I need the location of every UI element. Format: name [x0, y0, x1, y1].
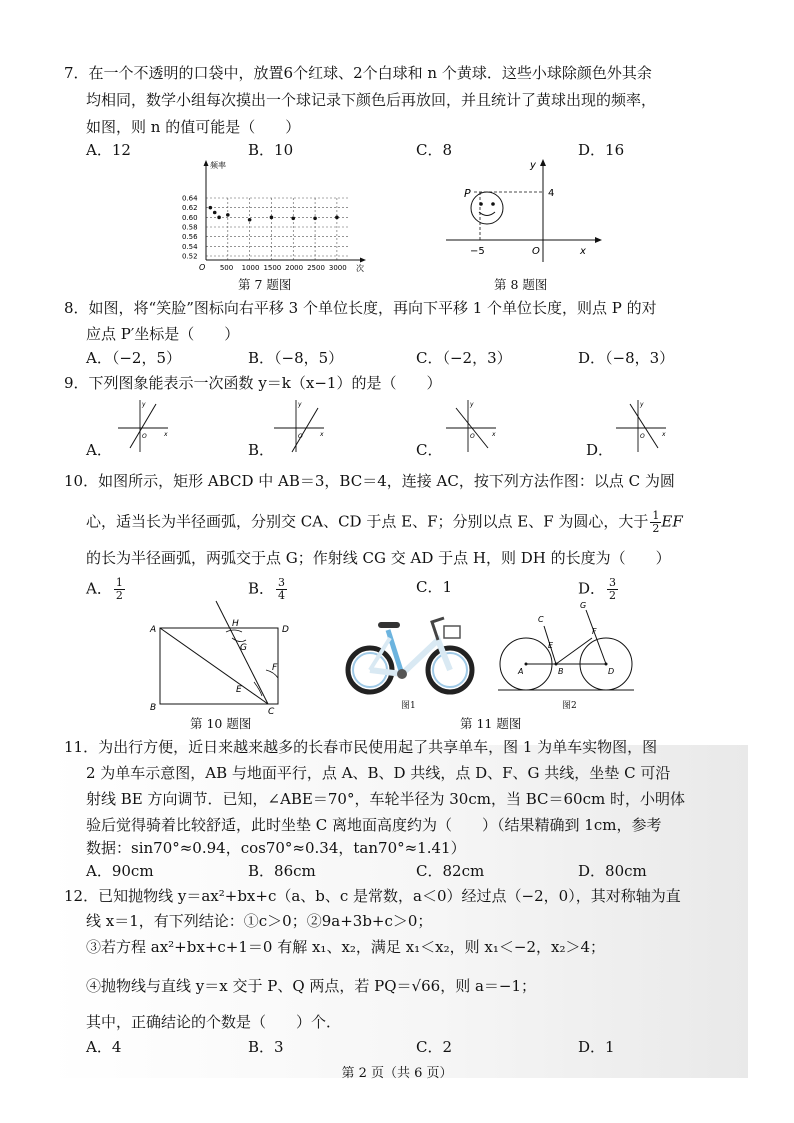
svg-text:y: y — [142, 401, 146, 408]
label-x: x — [580, 246, 586, 257]
q12-option-b: B．3 — [248, 1038, 284, 1056]
fig11-label-1: 图1 — [401, 701, 416, 711]
q10-option-c: C．1 — [416, 578, 453, 596]
svg-text:B: B — [150, 703, 157, 713]
svg-text:y: y — [640, 401, 644, 408]
q11-line4: 验后觉得骑着比较舒适，此时坐垫 C 离地面高度约为（ ）（结果精确到 1cm，参考 — [86, 816, 662, 834]
q9-graph-a — [116, 398, 172, 454]
q8-option-a: A．（−2，5） — [86, 349, 181, 367]
smiley-mouth — [479, 212, 495, 216]
q7-line1: 7．在一个不透明的口袋中，放置6个红球、2个白球和 n 个黄球．这些小球除颜色外其余 — [64, 64, 652, 82]
smiley-coordinate-figure — [440, 156, 610, 268]
q8-line1: 8．如图，将“笑脸”图标向右平移 3 个单位长度，再向下平移 1 个单位长度，则点 P 的对 — [64, 299, 657, 317]
svg-text:A: A — [150, 625, 157, 635]
y-tick-label: 0.56 — [182, 233, 198, 242]
chart-grid — [206, 198, 350, 260]
svg-text:A: A — [518, 667, 524, 676]
chart-xlabel: 次 — [356, 264, 364, 273]
q12-option-d: D．1 — [578, 1038, 615, 1056]
svg-text:O: O — [298, 433, 303, 440]
page-footer: 第 2 页（共 6 页） — [341, 1066, 453, 1081]
svg-text:y: y — [298, 401, 302, 408]
label-p: P — [464, 187, 471, 200]
q7-option-a: A．12 — [86, 141, 131, 159]
svg-text:F: F — [272, 663, 278, 673]
svg-text:E: E — [236, 685, 242, 695]
q11-line1: 11．为出行方便，近日来越来越多的长春市民使用起了共享单车，图 1 为单车实物图，图 — [64, 738, 658, 756]
y-axis-arrow — [540, 159, 546, 166]
frequency-scatter-chart — [180, 158, 370, 274]
svg-text:D: D — [282, 625, 289, 635]
q7-line2: 均相同，数学小组每次摸出一个球记录下颜色后再放回，并且统计了黄球出现的频率， — [86, 91, 657, 109]
x-tick-label: 1000 — [241, 264, 260, 272]
y-tick-label: 0.62 — [182, 204, 198, 213]
smiley-face — [471, 192, 503, 224]
q12-line5: 其中，正确结论的个数是（ ）个． — [86, 1013, 342, 1031]
q12-line3: ③若方程 ax²+bx+c+1＝0 有解 x₁、x₂，满足 x₁＜x₂，则 x₁＜−2，x₂＞4； — [86, 938, 606, 956]
q9-graph-d — [614, 398, 670, 454]
x-tick-label: 500 — [219, 264, 234, 272]
svg-text:O: O — [470, 433, 475, 440]
q10-line3: 的长为半径画弧，两弧交于点 G；作射线 CG 交 AD 于点 H，则 DH 的长度为（ ） — [86, 549, 671, 567]
data-point — [291, 217, 295, 221]
chart-ylabel: 频率 — [210, 161, 226, 170]
q8-option-c: C．（−2，3） — [416, 349, 512, 367]
fig11-caption: 第 11 题图 — [460, 716, 522, 731]
data-point — [213, 211, 217, 215]
data-point — [209, 206, 213, 210]
svg-text:G: G — [240, 643, 247, 653]
q7-option-b: B．10 — [248, 141, 294, 159]
q11-option-d: D．80cm — [578, 862, 647, 880]
svg-text:H: H — [232, 619, 239, 629]
y-tick-label: 0.64 — [182, 194, 198, 203]
q9-option-b: B． — [248, 441, 275, 459]
x-tick-label: 2000 — [285, 264, 304, 272]
svg-text:x: x — [164, 431, 168, 438]
y-tick-label: 0.58 — [182, 223, 198, 232]
x-tick-label: 3000 — [328, 264, 347, 272]
svg-text:E: E — [548, 641, 554, 650]
q11-line3: 射线 BE 方向调节．已知，∠ABE＝70°，车轮半径为 30cm，当 BC＝60cm 时，小明体 — [86, 790, 685, 808]
svg-text:D: D — [608, 667, 615, 676]
q7-option-d: D．16 — [578, 141, 625, 159]
fig10-caption: 第 10 题图 — [190, 716, 252, 731]
q9-option-a: A． — [86, 441, 112, 459]
q12-line2: 线 x＝1，有下列结论：①c＞0；②9a+3b+c＞0； — [86, 912, 433, 930]
svg-text:G: G — [580, 601, 587, 610]
svg-text:C: C — [268, 707, 275, 714]
label-origin: O — [532, 246, 540, 257]
label-4: 4 — [548, 188, 555, 199]
q10-option-a: A． $\frac{1}{2}$ — [86, 576, 123, 602]
data-point — [217, 216, 221, 220]
q11-option-c: C．82cm — [416, 862, 485, 880]
x-axis-arrow — [360, 258, 366, 263]
q9-option-c: C． — [416, 441, 443, 459]
fraction-half: $\frac{1}{2}$ — [652, 509, 660, 535]
q7-line3: 如图，则 n 的值可能是（ ） — [86, 118, 301, 136]
chart-origin: O — [199, 263, 206, 272]
q9-graph-c — [444, 398, 500, 454]
q11-line5: 数据：sin70°≈0.94，cos70°≈0.34，tan70°≈1.41） — [86, 839, 466, 857]
svg-text:O: O — [142, 433, 147, 440]
label-y: y — [530, 160, 536, 171]
q7-option-c: C．8 — [416, 141, 453, 159]
x-axis-arrow — [595, 237, 602, 243]
fig11-label-2: 图2 — [562, 701, 577, 711]
q8-line2: 应点 P′坐标是（ ） — [86, 325, 240, 343]
svg-text:x: x — [492, 431, 496, 438]
y-tick-label: 0.54 — [182, 242, 198, 251]
fig8-caption: 第 8 题图 — [494, 277, 548, 292]
bicycle-photo — [344, 604, 478, 708]
svg-text:F: F — [592, 627, 597, 636]
rectangle-construction-figure — [144, 598, 292, 714]
q11-line2: 2 为单车示意图，AB 与地面平行，点 A、B、D 共线，点 D、F、G 共线，坐垫 C 可沿 — [86, 764, 671, 782]
q10-option-d: D． $\frac{3}{2}$ — [578, 576, 617, 602]
svg-text:y: y — [470, 401, 474, 408]
smiley-eye-left — [479, 202, 483, 206]
q8-option-b: B．（−8，5） — [248, 349, 344, 367]
label-neg5: −5 — [470, 246, 485, 257]
q12-line4: ④抛物线与直线 y＝x 交于 P、Q 两点，若 PQ＝√66，则 a＝−1； — [86, 977, 537, 995]
q10-line1: 10．如图所示，矩形 ABCD 中 AB＝3，BC＝4，连接 AC，按下列方法作图：以点 C 为圆 — [64, 472, 675, 490]
fig7-caption: 第 7 题图 — [238, 277, 292, 292]
svg-text:O: O — [640, 433, 645, 440]
data-point — [270, 216, 274, 220]
data-point — [226, 213, 230, 217]
data-point — [335, 216, 339, 220]
q9-graph-b — [272, 398, 328, 454]
q10-option-b: B． $\frac{3}{4}$ — [248, 576, 286, 602]
svg-text:x: x — [320, 431, 324, 438]
q12-line1: 12．已知抛物线 y＝ax²+bx+c（a、b、c 是常数，a＜0）经过点（−2，0），其对称轴为直 — [64, 887, 681, 905]
y-tick-label: 0.52 — [182, 252, 198, 261]
y-axis-arrow — [204, 160, 209, 166]
y-tick-label: 0.60 — [182, 213, 198, 222]
data-point — [313, 217, 317, 221]
q8-option-d: D．（−8，3） — [578, 349, 675, 367]
bicycle-schematic — [496, 598, 636, 702]
x-tick-label: 2500 — [307, 264, 325, 272]
x-tick-label: 1500 — [263, 264, 282, 272]
q9-option-d: D． — [586, 441, 614, 459]
svg-text:B: B — [558, 667, 564, 676]
data-point — [248, 218, 252, 222]
q9-line1: 9．下列图象能表示一次函数 y＝k（x−1）的是（ ） — [64, 374, 442, 392]
svg-text:C: C — [538, 615, 544, 624]
smiley-eye-right — [491, 202, 495, 206]
q10-line2: 心，适当长为半径画弧，分别交 CA、CD 于点 E、F；分别以点 E、F 为圆心，大于 $\frac{1}{2}$ EF — [86, 509, 683, 535]
q11-option-a: A．90cm — [86, 862, 154, 880]
q12-option-c: C．2 — [416, 1038, 453, 1056]
svg-text:x: x — [662, 431, 666, 438]
q12-option-a: A．4 — [86, 1038, 122, 1056]
q11-option-b: B．86cm — [248, 862, 316, 880]
